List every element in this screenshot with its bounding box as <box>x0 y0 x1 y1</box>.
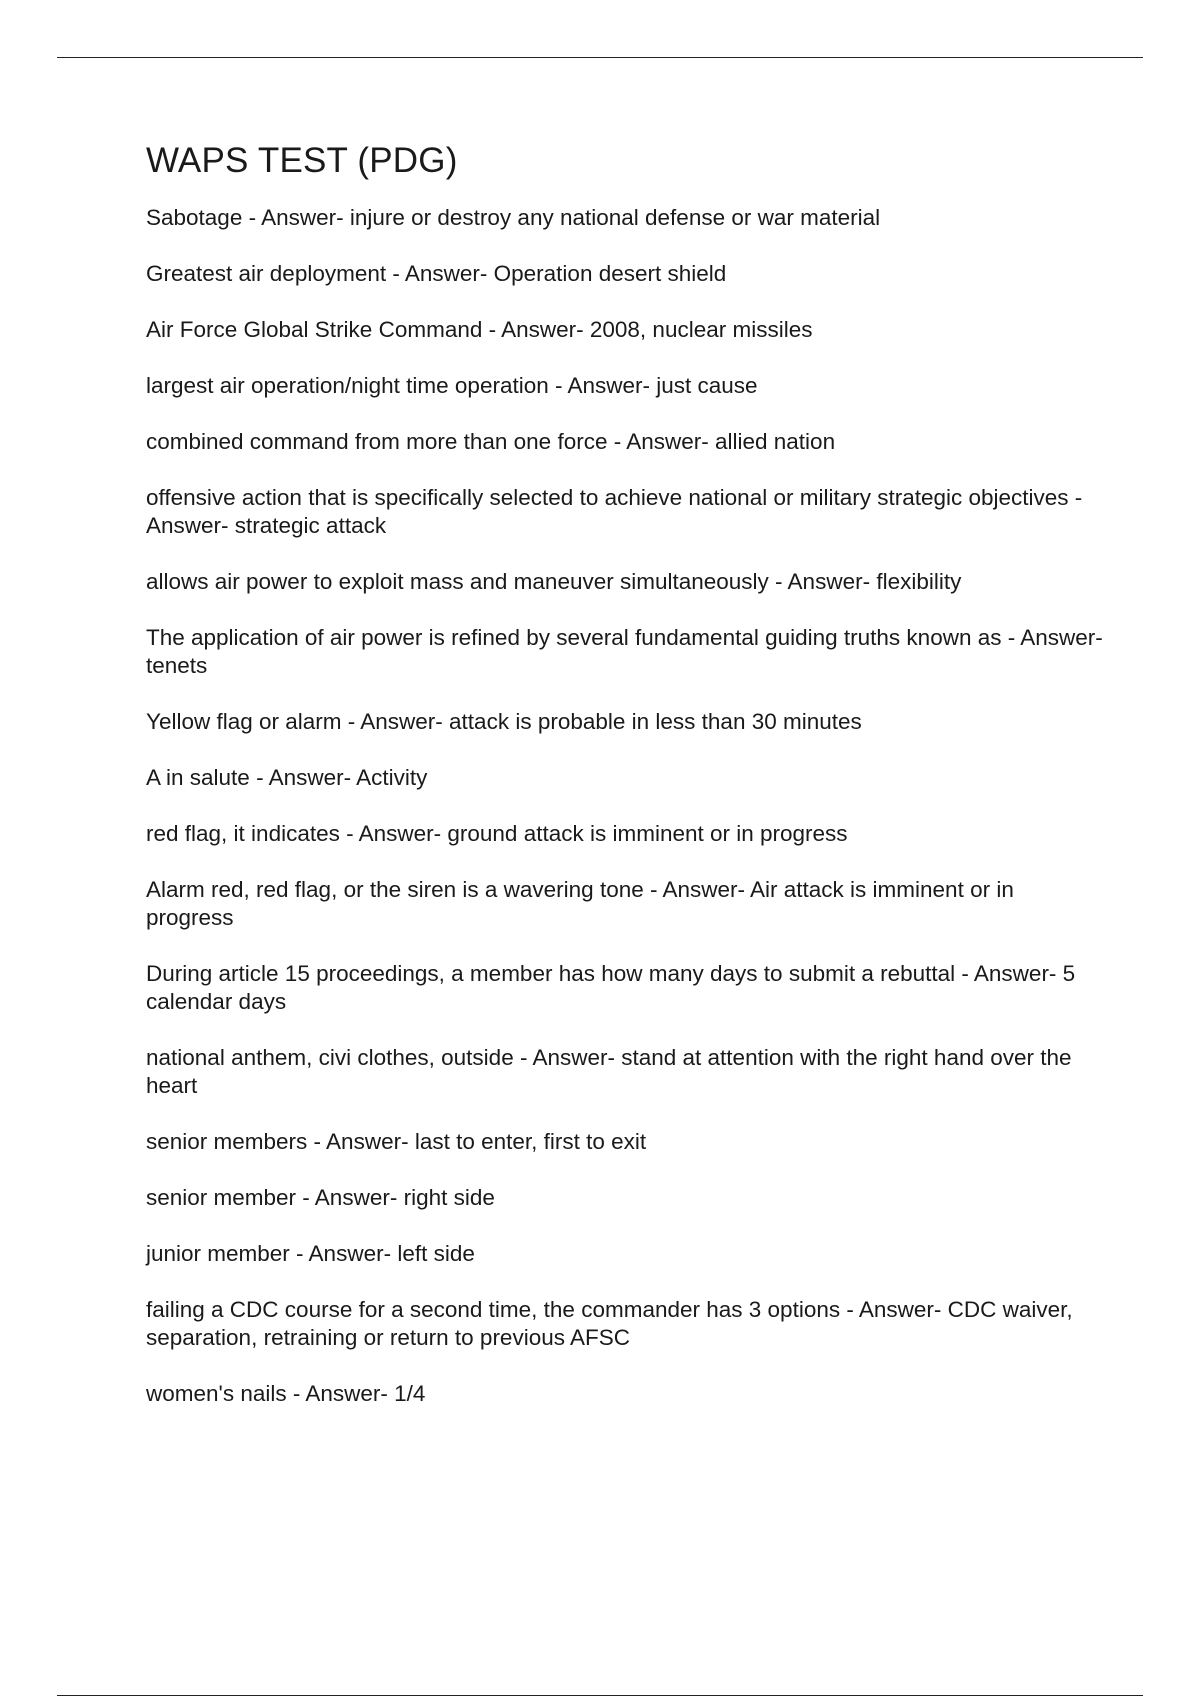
qa-item: During article 15 proceedings, a member has how many days to submit a rebuttal - Answer- 5 calendar days <box>146 961 1076 1014</box>
document-body <box>146 140 1106 1436</box>
document-title: WAPS TEST (PDG) <box>146 141 458 180</box>
qa-item: largest air operation/night time operation - Answer- just cause <box>146 373 758 398</box>
qa-item: allows air power to exploit mass and maneuver simultaneously - Answer- flexibility <box>146 569 962 594</box>
qa-item: combined command from more than one force - Answer- allied nation <box>146 429 836 454</box>
qa-item: failing a CDC course for a second time, the commander has 3 options - Answer- CDC waiver, separation, retraining or return to previous AFSC <box>146 1297 1073 1350</box>
top-divider <box>57 57 1143 58</box>
qa-item: senior members - Answer- last to enter, first to exit <box>146 1129 647 1154</box>
qa-item: Yellow flag or alarm - Answer- attack is probable in less than 30 minutes <box>146 709 862 734</box>
qa-list <box>146 204 1106 1408</box>
qa-item: women's nails - Answer- 1/4 <box>146 1381 426 1406</box>
qa-item: Greatest air deployment - Answer- Operation desert shield <box>146 261 727 286</box>
qa-item: national anthem, civi clothes, outside - Answer- stand at attention with the right hand over the heart <box>146 1045 1072 1098</box>
qa-item: Sabotage - Answer- injure or destroy any national defense or war material <box>146 205 881 230</box>
qa-item: red flag, it indicates - Answer- ground attack is imminent or in progress <box>146 821 848 846</box>
qa-item: The application of air power is refined by several fundamental guiding truths known as - Answer- tenets <box>146 625 1103 678</box>
qa-item: A in salute - Answer- Activity <box>146 765 428 790</box>
qa-item: Air Force Global Strike Command - Answer- 2008, nuclear missiles <box>146 317 813 342</box>
qa-item: Alarm red, red flag, or the siren is a wavering tone - Answer- Air attack is imminent or in progress <box>146 877 1014 930</box>
bottom-divider <box>57 1695 1143 1696</box>
qa-item: junior member - Answer- left side <box>146 1241 475 1266</box>
qa-item: senior member - Answer- right side <box>146 1185 495 1210</box>
qa-item: offensive action that is specifically selected to achieve national or military strategic objectives - Answer- strategic attack <box>146 485 1083 538</box>
